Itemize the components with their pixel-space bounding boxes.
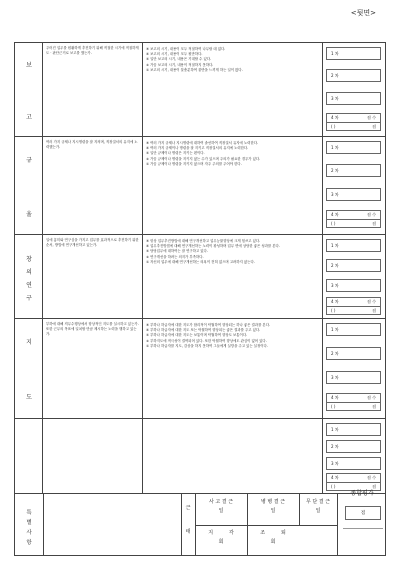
char: 사 bbox=[26, 530, 32, 536]
category-cell bbox=[15, 419, 43, 493]
total-signature-line bbox=[343, 528, 383, 529]
rating-options bbox=[143, 319, 323, 418]
category-char: 보 bbox=[26, 61, 32, 69]
grade-cell bbox=[323, 235, 385, 318]
grade-label: 4 차 bbox=[331, 299, 339, 305]
grade-cell bbox=[323, 419, 385, 493]
rating-options bbox=[143, 419, 323, 493]
rating-option: ① 자신의 업무에 대해 연구개선하는 의욕이 전혀 없으며 고려하지 않는다. bbox=[146, 259, 255, 264]
eval-row bbox=[15, 319, 385, 419]
category-char: 연 bbox=[26, 281, 32, 289]
category-cell bbox=[15, 43, 43, 136]
score-paren: ( ) bbox=[331, 484, 336, 489]
char: 항 bbox=[26, 540, 32, 546]
rating-option: ④ 부하나 하급자에 대한 지도 또는 탁월하여 향상되는 좋은 결과를 주고 있다. bbox=[146, 328, 261, 333]
criterion-description bbox=[43, 419, 143, 493]
attendance-label-1: 근 bbox=[185, 505, 191, 511]
grade-split-bottom bbox=[327, 403, 380, 411]
score-paren: ( ) bbox=[331, 404, 336, 409]
score-paren: ( ) bbox=[331, 308, 336, 314]
rating-option: ③ 일단 규제이나 명령은 지키는 편이다. bbox=[146, 151, 205, 156]
rating-options bbox=[143, 235, 323, 318]
total-unit: 점 bbox=[360, 511, 366, 516]
footer-table bbox=[14, 490, 386, 556]
grade-label: 1 차 bbox=[331, 145, 339, 150]
category-char: 율 bbox=[26, 210, 32, 218]
rating-option: ③ 부하나 하급자에 대한 지도는 보통이며 탁월하여 향상도 보통이다. bbox=[146, 333, 248, 338]
category-char: 고 bbox=[26, 113, 32, 121]
unexcused-absence-header: 무 단 결 근 일 bbox=[305, 499, 331, 514]
grade-cell bbox=[323, 43, 385, 136]
eval-row bbox=[15, 419, 385, 493]
grade-input-g2[interactable] bbox=[326, 347, 381, 360]
grade-input-g4[interactable] bbox=[326, 113, 381, 131]
rating-option: ④ 여러 가지 규제이나 명령을 잘 지키고 직장질서의 유지에 노력한다. bbox=[146, 146, 249, 151]
rating-option: ⑤ 보고의 시기, 내용이 모두 적절하여 나무랄 데 없다. bbox=[146, 47, 226, 51]
grade-input-g2[interactable] bbox=[326, 259, 381, 272]
accident-absence-header: 사 고 결 근 일 bbox=[208, 499, 234, 514]
point-unit: 점 bbox=[372, 220, 376, 226]
grade-input-g3[interactable] bbox=[326, 279, 381, 292]
score-unit: 점 수 bbox=[367, 395, 376, 400]
rating-option: ① 부하나 하급자를 지도, 감상을 하지 못하여 그들에게 실망을 주고 있는 실정이다. bbox=[146, 343, 268, 348]
grade-split-top bbox=[327, 394, 380, 403]
score-unit: 점 수 bbox=[367, 114, 376, 120]
total-score-box[interactable] bbox=[345, 506, 381, 520]
grade-input-g1[interactable] bbox=[326, 323, 381, 336]
point-unit: 점 bbox=[372, 404, 376, 409]
grade-split-bottom bbox=[327, 307, 380, 315]
grade-label: 2 차 bbox=[331, 73, 339, 79]
grade-input-g1[interactable] bbox=[326, 141, 381, 154]
grade-label: 3 차 bbox=[331, 191, 339, 197]
total-evaluation-label: 종합평가 bbox=[350, 490, 374, 497]
grade-input-g1[interactable] bbox=[326, 423, 381, 436]
grade-label: 3 차 bbox=[331, 95, 339, 101]
criterion-description: 여러 가지 규제나 지시명령을 잘 지켜며, 직장질서의 유지에 노력했는가. bbox=[43, 137, 143, 234]
grade-label: 2 차 bbox=[331, 443, 339, 449]
category-char: 창 bbox=[26, 255, 32, 263]
grade-label: 1 차 bbox=[331, 243, 339, 248]
early-leave-header: 조 퇴 회 bbox=[260, 530, 286, 545]
grade-label: 1 차 bbox=[331, 427, 339, 432]
grade-split-top bbox=[327, 211, 380, 220]
grade-input-g4[interactable] bbox=[326, 210, 381, 228]
criterion-description: 일에 흥미와 연구심을 가지고 업무를 효과적으로 추진하기 위한 순서, 방법에 연구개선하고 있는가. bbox=[43, 235, 143, 318]
rating-option: ② 부하지도에 적극성이 결여되어 있다. 또한 탁월하여 향상에도 관심이 없어 있다. bbox=[146, 338, 267, 343]
footer-special-notes-label bbox=[15, 508, 43, 548]
rating-option: ① 가끔 규제이나 명령을 지키지 않으며 자주 주의를 주어야 한다. bbox=[146, 161, 242, 166]
grade-label: 3 차 bbox=[331, 375, 339, 380]
category-char: 의 bbox=[26, 268, 32, 276]
criterion-description: 부하에 대해 직무수행상에서 항상적인 지도를 실시하고 있는가. 또한 근무의 목표에 일치할 만큼 제시하는 노력을 행하고 있는가. bbox=[43, 319, 143, 418]
eval-row bbox=[15, 137, 385, 235]
grade-input-g2[interactable] bbox=[326, 440, 381, 453]
grade-input-g3[interactable] bbox=[326, 188, 381, 201]
grade-label: 3 차 bbox=[331, 282, 339, 288]
grade-label: 4 차 bbox=[331, 395, 339, 400]
grade-input-g2[interactable] bbox=[326, 69, 381, 82]
score-paren: ( ) bbox=[331, 220, 336, 226]
category-cell bbox=[15, 137, 43, 234]
grade-input-g3[interactable] bbox=[326, 92, 381, 105]
char: 특 bbox=[26, 510, 32, 516]
sick-absence-header: 병 병 결 근 일 bbox=[260, 499, 286, 514]
grade-split-top bbox=[327, 114, 380, 123]
criterion-description: 주어진 업무를 원활하게 추진하기 위해 적절한 시기에 적절하게도 · 판단근거로 보고를 했는가. bbox=[43, 43, 143, 136]
rating-option: ② 연구개선을 하려는 의지가 부족하다. bbox=[146, 254, 204, 259]
grade-split-bottom bbox=[327, 220, 380, 228]
rating-option: ⑤ 여러 가지 규제나 지시명령에 대하여 솔선하여 직장질서 유지에 노력한다. bbox=[146, 141, 259, 145]
grade-label: 2 차 bbox=[331, 351, 339, 356]
lateness-header: 지 각 회 bbox=[208, 530, 234, 545]
category-char: 도 bbox=[26, 394, 32, 401]
attendance-label-2: 태 bbox=[185, 529, 191, 535]
category-char: 규 bbox=[26, 156, 32, 164]
grade-split-top bbox=[327, 298, 380, 307]
grade-input-g4[interactable] bbox=[326, 297, 381, 315]
grade-input-g2[interactable] bbox=[326, 164, 381, 177]
page-side-label: <뒷면> bbox=[350, 9, 376, 17]
grade-input-g3[interactable] bbox=[326, 457, 381, 470]
point-unit: 점 bbox=[372, 484, 376, 489]
grade-input-g4[interactable] bbox=[326, 393, 381, 411]
point-unit: 점 bbox=[372, 308, 376, 314]
category-cell bbox=[15, 235, 43, 318]
eval-row bbox=[15, 235, 385, 319]
grade-label: 2 차 bbox=[331, 262, 339, 268]
category-char: 구 bbox=[26, 294, 32, 302]
grade-label: 4 차 bbox=[331, 114, 339, 120]
grade-input-g1[interactable] bbox=[326, 239, 381, 252]
score-paren: ( ) bbox=[331, 123, 336, 129]
rating-option: ⑤ 부하나 하급자에 대한 지도가 합리적이 탁월하여 향상되는 하나 좋은 결과를 본다. bbox=[146, 323, 271, 327]
rating-option: ④ 보고의 시기, 내용이 모두 원만하다. bbox=[146, 52, 203, 57]
rating-option: ③ 당당업무에 대하여는 잘 연구하고 있다. bbox=[146, 249, 208, 254]
grade-split-top bbox=[327, 474, 380, 483]
grade-cell bbox=[323, 137, 385, 234]
category-char: 지 bbox=[26, 339, 32, 346]
grade-input-g3[interactable] bbox=[326, 371, 381, 384]
grade-label: 4 차 bbox=[331, 211, 339, 217]
evaluation-table bbox=[14, 42, 386, 494]
grade-label: 3 차 bbox=[331, 461, 339, 467]
rating-option: ⑤ 항상 업무추진방법에 대해 연구개선하고 업무능률향상에 크게 힘쓰고 있다. bbox=[146, 239, 261, 243]
rating-option: ② 가끔 보고의 시기, 내용이 적절하지 못하다. bbox=[146, 62, 214, 67]
category-cell bbox=[15, 319, 43, 418]
score-unit: 점 수 bbox=[367, 475, 376, 480]
grade-split-bottom bbox=[327, 123, 380, 131]
grade-label: 1 차 bbox=[331, 51, 339, 56]
score-unit: 점 수 bbox=[367, 211, 376, 217]
point-unit: 점 bbox=[372, 123, 376, 129]
rating-option: ① 보고의 시기, 내용이 불충분하여 불만을 느끼게 하는 일이 많다. bbox=[146, 67, 243, 72]
grade-cell bbox=[323, 319, 385, 418]
char: 별 bbox=[26, 520, 32, 526]
rating-option: ② 가끔 규제이나 명령을 지키지 않는 수가 있으며 주의가 필요한 경우가 있다. bbox=[146, 156, 261, 161]
grade-label: 4 차 bbox=[331, 475, 339, 480]
grade-label: 1 차 bbox=[331, 327, 339, 332]
rating-option: ④ 업무추진방법에 대해 연구개선하는 노력이 왕성하며 업무 면에 상당한 좋은 성과를 본다. bbox=[146, 244, 280, 249]
grade-input-g1[interactable] bbox=[326, 47, 381, 60]
score-unit: 점 수 bbox=[367, 299, 376, 305]
eval-row bbox=[15, 43, 385, 137]
rating-option: ③ 일단 보고의 시기, 내용은 기대할 수 있다. bbox=[146, 57, 212, 62]
rating-options bbox=[143, 43, 323, 136]
rating-options bbox=[143, 137, 323, 234]
grade-label: 2 차 bbox=[331, 168, 339, 174]
